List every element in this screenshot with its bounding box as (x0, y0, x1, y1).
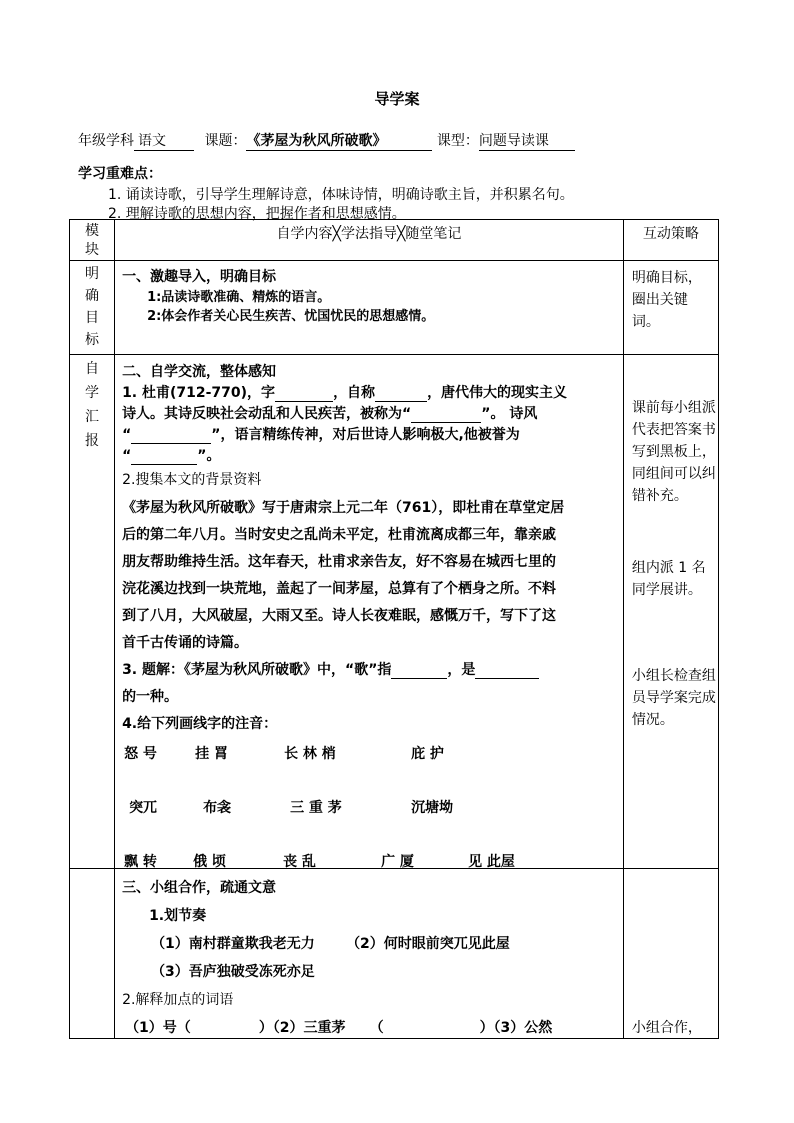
explain-text: ）（3）公然 (479, 1020, 553, 1036)
sentence-item: （1）南村群童欺我老无力 (151, 936, 315, 952)
question-4: 4.给下列画线字的注音： (122, 716, 278, 732)
goals-content (115, 261, 624, 355)
blank[interactable] (475, 662, 539, 679)
pinyin-word: 俄 顷 (193, 854, 226, 870)
pinyin-word: 飘 转 (124, 854, 157, 870)
background-line: 到了八月，大风破屋，大雨又至。诗人长夜难眠，感慨万千，写下了这 (122, 608, 557, 624)
module-char: 标 (85, 332, 100, 348)
q3-text-a: 3. 题解：《茅屋为秋风所破歌》中，“歌”指 (122, 662, 392, 678)
table-row (70, 355, 719, 869)
module-char: 学 (85, 385, 100, 401)
header-module (70, 220, 115, 261)
blank[interactable] (391, 662, 447, 679)
section-heading: 三、小组合作，疏通文意 (122, 880, 277, 896)
q1-text-f: “ (122, 427, 132, 443)
blank[interactable] (375, 385, 427, 402)
strategy-note: 课前每小组派代表把答案书写到黑板上，同组间可以纠错补充。 (631, 400, 716, 504)
q1-text-a: 1. 杜甫(712-770)，字 (122, 385, 276, 401)
q3-text-b: ，是 (447, 662, 476, 678)
goal-1: 1:品读诗歌准确、精炼的语言。 (147, 290, 331, 305)
strategy-note: 小组长检查组员导学案完成情况。 (631, 668, 716, 728)
background-line: 后的第二年八月。当时安史之乱尚未平定，杜甫流离成都三年，靠亲戚 (122, 527, 557, 543)
pinyin-word: 怒 号 (124, 746, 157, 762)
pinyin-word: 丧 乱 (283, 854, 316, 870)
pinyin-word: 庇 护 (411, 746, 444, 762)
q1-text-g: ”，语言精练传神，对后世诗人影响极大,他被誉为 (211, 427, 520, 443)
explain-item (125, 1017, 552, 1037)
module-char: 确 (85, 288, 100, 304)
module-group-work (70, 869, 115, 1039)
module-char: 目 (85, 310, 100, 326)
sentence-item: （3）吾庐独破受冻死亦足 (151, 964, 315, 980)
module-char: 自 (85, 361, 100, 377)
lesson-meta (78, 130, 575, 151)
key-point-1: 1. 诵读诗歌，引导学生理解诗意，体味诗情，明确诗歌主旨，并积累名句。 (108, 187, 574, 203)
pinyin-word: 突兀 (129, 800, 158, 816)
type-value: 问题导读课 (479, 130, 575, 151)
header-strategy: 互动策略 (623, 220, 718, 261)
lesson-label: 课题： (204, 133, 247, 149)
blank[interactable] (411, 406, 481, 423)
explain-text: （ (369, 1020, 384, 1036)
header-content: 自学内容╳学法指导╳随堂笔记 (115, 220, 624, 261)
key-points-title: 学习重难点： (78, 166, 162, 182)
section-heading: 一、激趣导入，明确目标 (122, 269, 277, 285)
table-header-row (70, 220, 719, 261)
subsection-heading: 2.解释加点的词语 (122, 992, 234, 1008)
question-1-line-2 (122, 403, 537, 423)
module-goals (70, 261, 115, 355)
q1-text-i: ”。 (197, 448, 221, 464)
pinyin-word: 挂 罥 (195, 746, 228, 762)
module-char: 汇 (85, 409, 100, 425)
question-1-line-4 (122, 445, 220, 465)
header-module-line2: 块 (85, 242, 100, 258)
pinyin-word: 见 此屋 (468, 854, 515, 870)
pinyin-word: 沉塘坳 (411, 800, 454, 816)
q1-text-b: ，自称 (333, 385, 376, 401)
study-table (69, 219, 719, 1039)
lesson-value: 《茅屋为秋风所破歌》 (246, 130, 432, 151)
self-study-strategy (623, 355, 718, 869)
strategy-note: 小组合作， (631, 1020, 702, 1036)
page-title: 导学案 (374, 90, 420, 108)
goals-strategy: 明确目标，圈出关键词。 (623, 261, 718, 355)
module-char: 报 (85, 433, 100, 449)
grade-subject-value: 语文 (134, 130, 194, 151)
group-work-content (115, 869, 624, 1039)
background-line: 浣花溪边找到一块荒地，盖起了一间茅屋，总算有了个栖身之所。不料 (122, 581, 557, 597)
strategy-note: 组内派 1 名同学展讲。 (631, 560, 706, 598)
explain-text: ）（2）三重茅 (258, 1020, 346, 1036)
sentence-item: （2）何时眼前突兀见此屋 (346, 936, 510, 952)
question-3-line-1 (122, 659, 539, 679)
question-1-line-3 (122, 424, 520, 444)
grade-subject-label: 年级学科 (78, 133, 134, 149)
header-module-line1: 模 (85, 223, 100, 239)
blank[interactable] (131, 427, 211, 444)
blank[interactable] (131, 448, 197, 465)
question-3-line-2: 的一种。 (122, 689, 179, 705)
module-char: 明 (85, 266, 100, 282)
background-line: 朋友帮助维持生活。这年春天，杜甫求亲告友，好不容易在城西七里的 (122, 554, 557, 570)
question-2: 2.搜集本文的背景资料 (122, 472, 262, 488)
q1-text-c: ，唐代伟大的现实主义 (427, 385, 568, 401)
q1-text-h: “ (122, 448, 132, 464)
q1-text-e: ”。 诗风 (481, 406, 538, 422)
explain-text: （1）号（ (125, 1020, 191, 1036)
pinyin-word: 广 厦 (381, 854, 414, 870)
pinyin-word: 三 重 茅 (290, 800, 342, 816)
background-line: 首千古传诵的诗篇。 (122, 635, 249, 651)
q1-text-d: 诗人。其诗反映社会动乱和人民疾苦，被称为“ (122, 406, 412, 422)
background-line: 《茅屋为秋风所破歌》写于唐肃宗上元二年（761），即杜甫在草堂定居 (122, 500, 565, 516)
type-label: 课型： (436, 133, 479, 149)
subsection-heading: 1.划节奏 (149, 908, 207, 924)
pinyin-word: 布衾 (203, 800, 232, 816)
question-1-line-1 (122, 382, 567, 402)
table-row (70, 869, 719, 1039)
self-study-content (115, 355, 624, 869)
section-heading: 二、自学交流，整体感知 (122, 364, 277, 380)
module-self-study (70, 355, 115, 869)
table-row (70, 261, 719, 355)
blank[interactable] (275, 385, 333, 402)
key-point-2: 2. 理解诗歌的思想内容，把握作者和思想感情。 (108, 206, 406, 222)
group-work-strategy (623, 869, 718, 1039)
goal-2: 2:体会作者关心民生疾苦、忧国忧民的思想感情。 (147, 309, 435, 324)
pinyin-word: 长 林 梢 (284, 746, 336, 762)
